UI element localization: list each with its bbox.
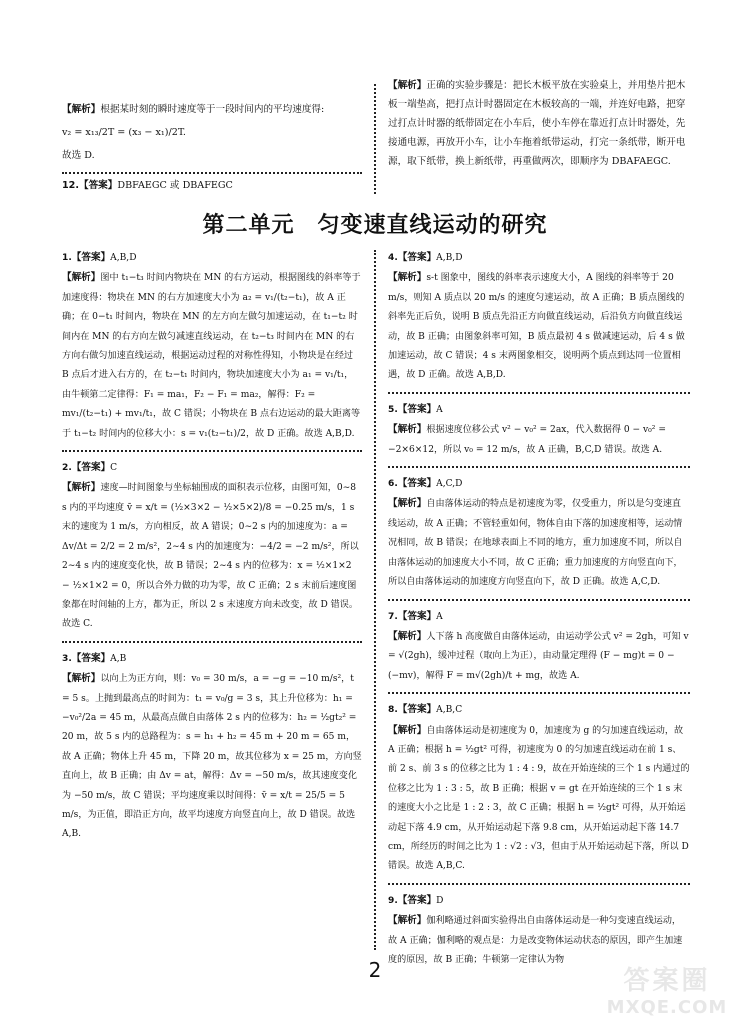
- question-number: 9.: [388, 895, 398, 906]
- analysis-text: 人下落 h 高度做自由落体运动，由运动学公式 v² = 2gh，可知 v = √(2gh)，缓冲过程（取向上为正），由动量定理得 (F − mg)t = 0 − (−mv)，解得 F = m√(2gh)/t + mg，故选 A.: [388, 631, 689, 681]
- analysis-tag: 【解析】: [388, 80, 427, 91]
- question-number: 8.: [388, 705, 398, 716]
- answer-text: A: [436, 404, 443, 415]
- conclusion: 故选 D.: [62, 150, 95, 161]
- answer-tag: 【答案】: [71, 252, 111, 263]
- answer-tag: 【答案】: [71, 652, 111, 664]
- question-number: 1.: [62, 253, 72, 263]
- unit-title: 第二单元 匀变速直线运动的研究: [202, 213, 548, 238]
- answer-tag: 【答案】: [397, 478, 437, 490]
- top-left-analysis: [62, 100, 362, 165]
- analysis-tag: 【解析】: [388, 915, 427, 927]
- analysis-text: 速度—时间图象与坐标轴围成的面积表示位移，由图可知，0∼8 s 内的平均速度 v̄ = x/t = (½×3×2 − ½×5×2)/8 = −0.25 m/s，1 s 末的速度为 1 m/s，方向相反，故 A 错误；0∼2 s 内的加速度为：a = Δv/Δt = 2/2 = 2 m/s²，2∼4 s 内的加速度为：−4/2 = −2 m/s²，所以 2∼4 s 内的速度变化快，故 B 错误；2∼4 s 内的位移为：x = ½×1×2 − ½×1×2 = 0，所以合外力做的功为零，故 C 正确；2 s 末前后速度图象都在时间轴的上方，都为正，所以 2 s 末速度方向未改变，故 D 错误。故选 C.: [62, 483, 359, 630]
- question-divider: [388, 692, 690, 694]
- top-right-analysis: [388, 76, 690, 171]
- answer-tag: 【答案】: [397, 610, 437, 622]
- question-divider: [388, 392, 690, 394]
- answer-tag: 【答案】: [79, 180, 118, 191]
- question-number: 12.: [62, 180, 79, 191]
- analysis-text: 根据某时刻的瞬时速度等于一段时间内的平均速度得:: [100, 104, 325, 115]
- question-number: 4.: [388, 253, 398, 263]
- question-number: 2.: [62, 463, 72, 474]
- q12: [62, 176, 362, 195]
- analysis-tag: 【解析】: [388, 424, 427, 436]
- question-5: [388, 400, 690, 460]
- question-divider: [388, 466, 690, 468]
- watermark-line2: MXQE.COM: [606, 997, 728, 1018]
- answer-tag: 【答案】: [397, 704, 437, 716]
- main-column-divider: [374, 250, 376, 950]
- analysis-tag: 【解析】: [388, 724, 427, 736]
- analysis-text: 自由落体运动的特点是初速度为零，仅受重力，所以是匀变速直线运动，故 A 正确；不管轻重如何，物体自由下落的加速度相等，运动情况相同，故 B 错误；在地球表面上不同的地方，重力加速度不同，所以自由落体运动的加速度大小不同，故 C 正确；重力加速度的方向竖直向下，所以自由落体运动的加速度方向竖直向下，故 D 正确。故选 A,C,D.: [388, 499, 683, 588]
- question-3: [62, 649, 362, 845]
- analysis-text: 伽利略通过斜面实验得出自由落体运动是一种匀变速直线运动，故 A 正确；伽利略的观点是：力是改变物体运动状态的原因，即产生加速度的原因，故 B 正确；牛顿第一定律认为物: [388, 916, 683, 965]
- analysis-text: 自由落体运动是初速度为 0，加速度为 g 的匀加速直线运动，故 A 正确；根据 h = ½gt² 可得，初速度为 0 的匀加速直线运动在前 1 s、前 2 s、前 3 s 的位移之比为 1 : 4 : 9，故在开始连续的三个 1 s 内通过的位移之比为 1 : 3 : 5，故 B 正确；根据 v = gt 在开始连续的三个 1 s 末的速度大小之比是 1 : 2 : 3，故 C 正确；根据 h = ½gt² 可得，从开始运动起下落 4.9 cm，从开始运动起下落 9.8 cm，从开始运动起下落 14.7 cm，所经历的时间之比为 1 : √2 : √3，但由于从开始运动起下落，所以 D 错误。故选 A,B,C.: [388, 725, 690, 872]
- answer-tag: 【答案】: [397, 403, 437, 415]
- analysis-text: s-t 图象中，图线的斜率表示速度大小，A 图线的斜率等于 20 m/s，则知 A 质点以 20 m/s 的速度匀速运动，故 A 正确；B 质点图线的斜率先正后负，说明 B 质点先沿正方向做直线运动，后沿负方向做直线运动，故 B 正确；由图象斜率可知，B 质点最初 4 s 做减速运动，后 4 s 做加速运动，故 C 错误；4 s 末两图象相交，说明两个质点到达同一位置相遇，故 D 正确。故选 A,B,D.: [388, 273, 685, 381]
- answer-text: A,C,D: [436, 479, 463, 490]
- analysis-tag: 【解析】: [62, 673, 101, 685]
- answer-text: A: [436, 611, 443, 622]
- q11-divider: [62, 172, 362, 174]
- formula: v₂ = x₁₃/2T = (x₃ − x₁)/2T.: [62, 127, 186, 138]
- answer-text: A,B: [110, 653, 127, 664]
- question-6: [388, 474, 690, 592]
- left-column: [62, 248, 362, 845]
- answer-tag: 【答案】: [71, 462, 111, 474]
- analysis-tag: 【解析】: [62, 482, 101, 494]
- answer-text: A,B,D: [436, 253, 463, 263]
- analysis-tag: 【解析】: [388, 272, 427, 284]
- question-4: [388, 248, 690, 386]
- analysis-tag: 【解析】: [388, 498, 427, 510]
- analysis-tag: 【解析】: [62, 272, 101, 284]
- question-number: 5.: [388, 404, 398, 415]
- page-number: 2: [368, 958, 382, 982]
- analysis-text: 正确的实验步骤是：把长木板平放在实验桌上，并用垫片把木板一端垫高，把打点计时器固定在木板较高的一端，并连好电路，把穿过打点计时器的纸带固定在小车后，使小车停在靠近打点计时器处，先接通电源，再放开小车，让小车拖着纸带运动，打完一条纸带，断开电源，取下纸带，换上新纸带，再重做两次，即顺序为 DBAFAEGC.: [388, 80, 686, 167]
- question-number: 3.: [62, 653, 72, 664]
- question-7: [388, 607, 690, 687]
- answer-text: C: [110, 463, 118, 474]
- question-divider: [62, 641, 362, 643]
- answer-text: A,B,C: [436, 705, 463, 716]
- analysis-text: 以向上为正方向，则：v₀ = 30 m/s，a = −g = −10 m/s²，t = 5 s。上抛到最高点的时间为：t₁ = v₀/g = 3 s，其上升位移为：h₁ = −v₀²/2a = 45 m，从最高点做自由落体 2 s 内的位移为：h₂ = ½gt₂² = 20 m，故 5 s 内的总路程为：s = h₁ + h₂ = 45 m + 20 m = 65 m，故 A 正确；物体上升 45 m，下降 20 m，故其位移为 x = 25 m，方向竖直向上，故 B 正确；由 Δv = at，解得：Δv = −50 m/s，故其速度变化为 −50 m/s，故 C 错误；平均速度乘以时间得：v̄ = x/t = 25/5 = 5 m/s，为正值，即沿正方向，故平均速度方向竖直向上，故 D 错误。故选 A,B.: [62, 674, 362, 840]
- answer-tag: 【答案】: [397, 894, 437, 906]
- question-1: [62, 248, 362, 444]
- answer-tag: 【答案】: [397, 252, 437, 263]
- analysis-text: 图中 t₁−t₃ 时间内物块在 MN 的右方运动，根据图线的斜率等于加速度得：物块在 MN 的右方加速度大小为 a₂ = v₁/(t₂−t₁)，故 A 正确；在 0−t₁ 时间内，物块在 MN 的左方向左做匀加速运动，在 t₁−t₂ 时间内在 MN 的右方向左做匀减速直线运动，在 t₂−t₃ 时间内在 MN 的右方向右做匀加速直线运动，根据运动过程的对称性得知，小物块是在经过 B 点后才进入右方的，在 t₂−t₁ 时间内，物块加速度大小为 a₁ = v₁/t₁，由牛顿第二定律得：F₁ = ma₁，F₂ − F₁ = ma₂，解得：F₂ = mv₁/(t₂−t₁) + mv₁/t₁，故 C 错误；小物块在 B 点右边运动的最大距离等于 t₁−t₂ 时间内的位移大小：s = v₁(t₂−t₁)/2，故 D 正确。故选 A,B,D.: [62, 273, 361, 439]
- question-number: 6.: [388, 479, 398, 490]
- question-number: 7.: [388, 611, 398, 622]
- right-column: [388, 248, 690, 970]
- answer-text: DBFAEGC 或 DBAFEGC: [117, 180, 233, 191]
- question-8: [388, 700, 690, 877]
- answer-text: A,B,D: [110, 253, 137, 263]
- analysis-tag: 【解析】: [388, 630, 427, 642]
- question-2: [62, 458, 362, 635]
- question-divider: [388, 883, 690, 885]
- analysis-tag: 【解析】: [62, 104, 101, 115]
- analysis-text: 根据速度位移公式 v² − v₀² = 2ax，代入数据得 0 − v₀² = −2×6×12，所以 v₀ = 12 m/s，故 A 正确，B,C,D 错误。故选 A.: [388, 425, 666, 455]
- answer-text: D: [436, 895, 444, 906]
- question-divider: [62, 450, 362, 452]
- question-divider: [388, 599, 690, 601]
- watermark-line1: 答案圈: [623, 966, 711, 996]
- watermark-logo: [592, 960, 742, 1016]
- top-column-divider: [374, 84, 376, 194]
